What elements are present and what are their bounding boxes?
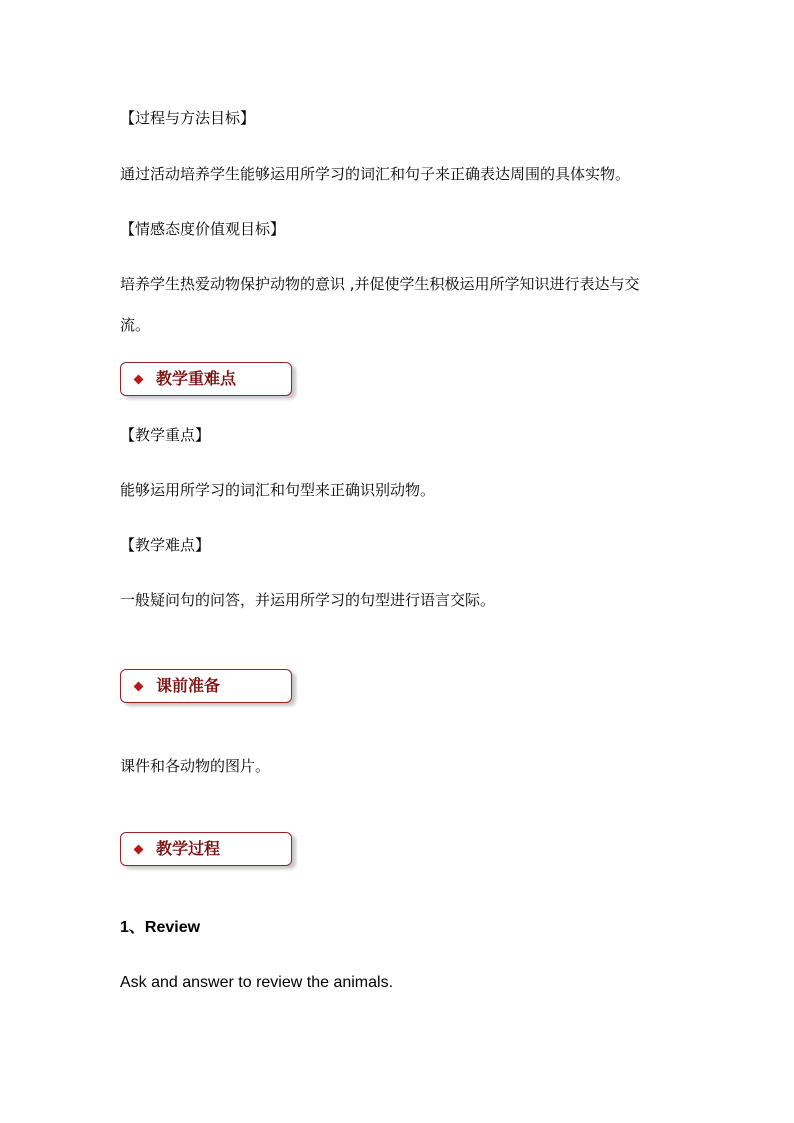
key-point-text: 能够运用所学习的词汇和句型来正确识别动物。: [120, 481, 436, 499]
process-method-goal-label: 【过程与方法目标】: [120, 109, 256, 127]
diamond-bullet-icon: [134, 682, 144, 692]
difficult-point-label: 【教学难点】: [120, 536, 211, 554]
emotion-goal-text-line1: 培养学生热爱动物保护动物的意识 ,并促使学生积极运用所学知识进行表达与交: [120, 275, 640, 293]
preparation-heading-box: [120, 669, 292, 703]
emotion-goal-label: 【情感态度价值观目标】: [120, 220, 286, 238]
diamond-bullet-icon: [134, 375, 144, 385]
preparation-text: 课件和各动物的图片。: [120, 757, 271, 775]
emotion-goal-text-line2: 流。: [120, 316, 151, 334]
process-heading: 教学过程: [156, 839, 221, 858]
key-difficult-heading-box: [120, 362, 292, 396]
process-heading-box: [120, 832, 292, 866]
diamond-bullet-icon: [134, 845, 144, 855]
review-text: Ask and answer to review the animals.: [120, 974, 394, 991]
process-method-goal-text: 通过活动培养学生能够运用所学习的词汇和句子来正确表达周围的具体实物。: [120, 165, 631, 183]
review-title: 1、Review: [120, 919, 201, 936]
preparation-heading: 课前准备: [156, 676, 221, 695]
key-point-label: 【教学重点】: [120, 426, 211, 444]
key-difficult-heading: 教学重难点: [156, 369, 237, 388]
difficult-point-text: 一般疑问句的问答，并运用所学习的句型进行语言交际。: [120, 591, 496, 609]
